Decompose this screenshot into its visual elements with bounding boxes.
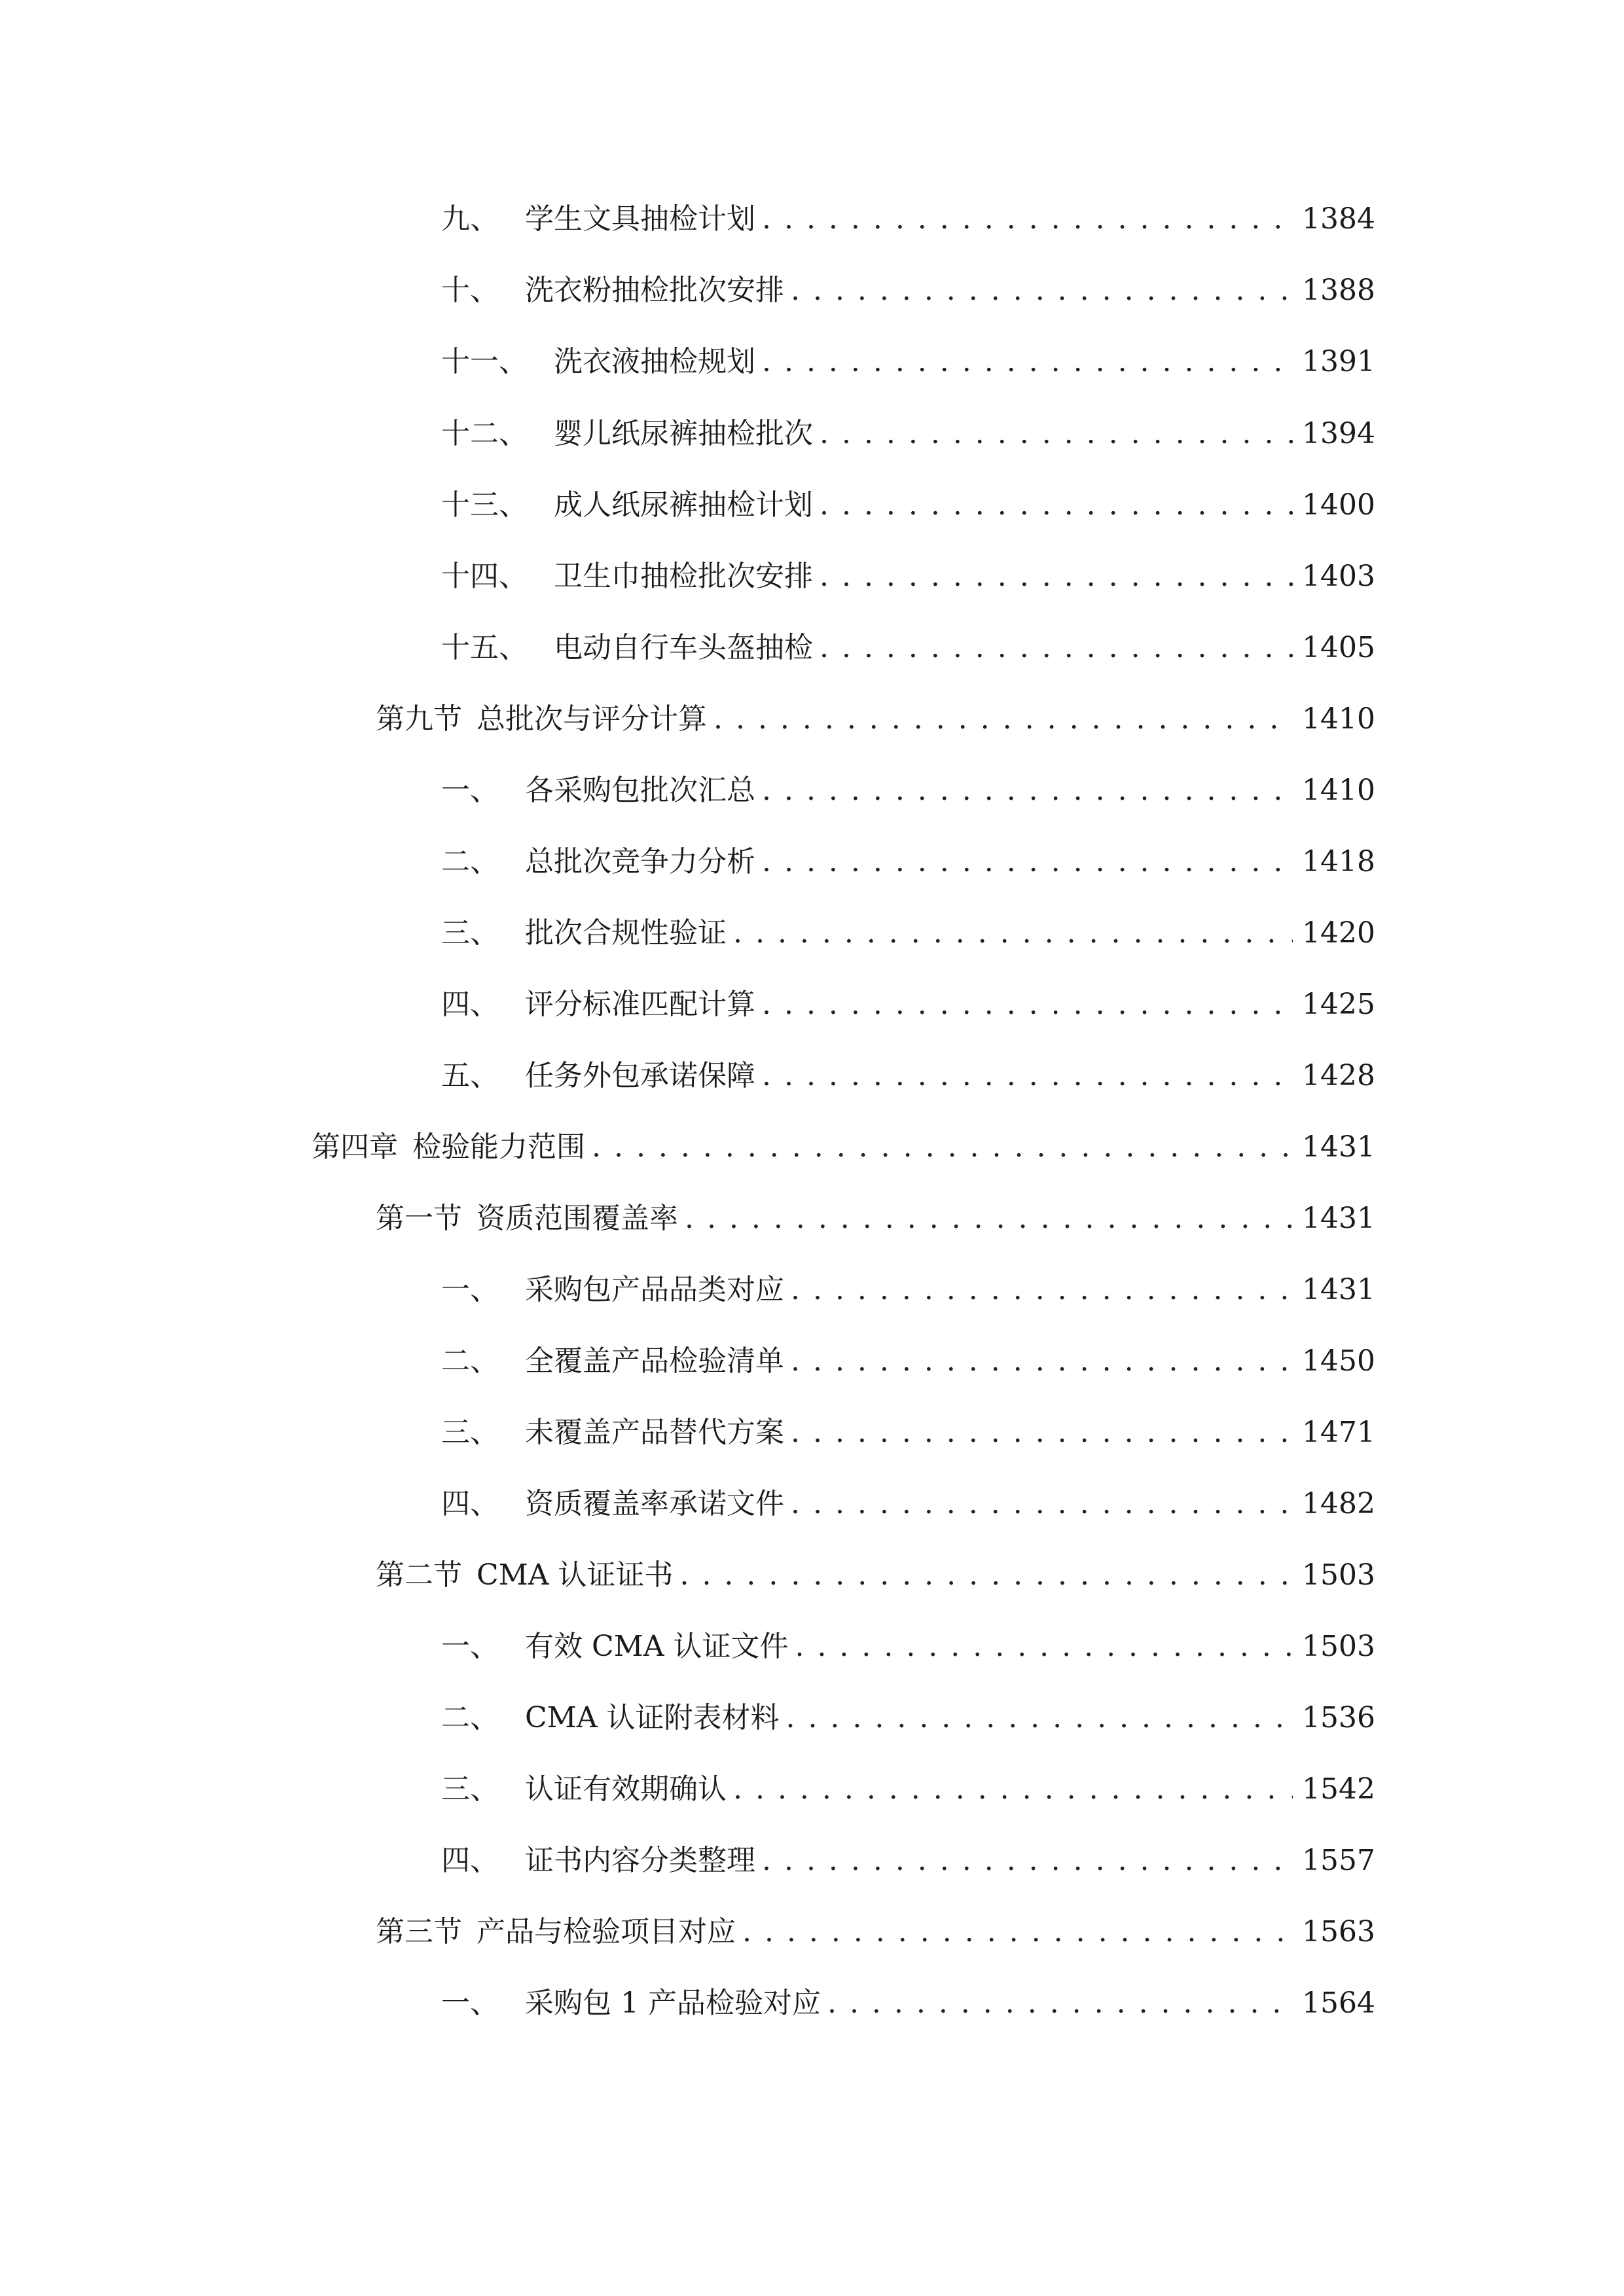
dot-leader xyxy=(762,339,1293,385)
toc-entry-title: CMA 认证附表材料 xyxy=(525,1701,780,1734)
dot-leader xyxy=(713,696,1293,742)
dot-leader xyxy=(791,1267,1293,1313)
toc-entry-page: 1405 xyxy=(1302,631,1375,664)
toc-entry-page: 1428 xyxy=(1302,1059,1375,1092)
toc-entry-title: 总批次竞争力分析 xyxy=(525,845,755,878)
toc-entry-title: 未覆盖产品替代方案 xyxy=(525,1416,784,1449)
toc-entry-number: 一、 xyxy=(441,774,499,807)
toc-entry-title: 认证有效期确认 xyxy=(525,1772,727,1806)
toc-section[interactable] xyxy=(376,1552,1375,1598)
dot-leader xyxy=(762,839,1293,885)
toc-entry-page: 1503 xyxy=(1302,1630,1375,1663)
toc-entry-page: 1431 xyxy=(1302,1202,1375,1235)
dot-leader xyxy=(820,625,1293,671)
toc-entry-page: 1557 xyxy=(1302,1844,1375,1877)
dot-leader xyxy=(733,910,1293,956)
toc-chapter[interactable] xyxy=(312,1124,1375,1170)
toc-entry-page: 1431 xyxy=(1302,1130,1375,1164)
toc-entry[interactable] xyxy=(441,482,1375,528)
toc-section[interactable] xyxy=(376,696,1375,742)
toc-entry-page: 1420 xyxy=(1302,916,1375,950)
toc-entry-number: 九、 xyxy=(441,202,499,236)
toc-section[interactable] xyxy=(376,1196,1375,1242)
toc-entry-number: 十、 xyxy=(441,274,499,307)
dot-leader xyxy=(827,1981,1293,2026)
toc-entry-title: 婴儿纸尿裤抽检批次 xyxy=(554,417,813,450)
toc-entry-title: 产品与检验项目对应 xyxy=(477,1915,736,1948)
toc-entry-number: 四、 xyxy=(441,1844,499,1877)
dot-leader xyxy=(820,482,1293,528)
toc-entry[interactable] xyxy=(441,1481,1375,1527)
dot-leader xyxy=(820,411,1293,457)
toc-entry-title: 采购包产品品类对应 xyxy=(525,1273,784,1306)
toc-entry-title: 评分标准匹配计算 xyxy=(525,988,755,1021)
toc-entry[interactable] xyxy=(441,1838,1375,1884)
toc-entry-number: 十五、 xyxy=(441,631,528,664)
toc-entry-title: 有效 CMA 认证文件 xyxy=(525,1630,789,1663)
toc-entry-title: 批次合规性验证 xyxy=(525,916,727,950)
dot-leader xyxy=(791,268,1293,314)
toc-entry-number: 第九节 xyxy=(376,702,462,736)
dot-leader xyxy=(762,768,1293,814)
toc-entry-title: 资质覆盖率承诺文件 xyxy=(525,1487,784,1520)
dot-leader xyxy=(820,554,1293,600)
toc-entry-number: 三、 xyxy=(441,1772,499,1806)
toc-entry-title: 总批次与评分计算 xyxy=(477,702,707,736)
dot-leader xyxy=(733,1767,1293,1812)
dot-leader xyxy=(762,196,1293,242)
toc-entry-page: 1410 xyxy=(1302,702,1375,736)
toc-entry-title: 证书内容分类整理 xyxy=(525,1844,755,1877)
toc-entry-title: 全覆盖产品检验清单 xyxy=(525,1344,784,1378)
toc-entry-number: 三、 xyxy=(441,916,499,950)
toc-entry-number: 十四、 xyxy=(441,560,528,593)
toc-entry-number: 二、 xyxy=(441,845,499,878)
toc-entry[interactable] xyxy=(441,910,1375,956)
toc-entry-number: 二、 xyxy=(441,1344,499,1378)
toc-entry-page: 1471 xyxy=(1302,1416,1375,1449)
dot-leader xyxy=(762,982,1293,1028)
toc-entry-number: 十二、 xyxy=(441,417,528,450)
toc-entry[interactable] xyxy=(441,339,1375,385)
toc-entry[interactable] xyxy=(441,1053,1375,1099)
toc-entry-number: 五、 xyxy=(441,1059,499,1092)
toc-entry[interactable] xyxy=(441,554,1375,600)
toc-entry[interactable] xyxy=(441,625,1375,671)
dot-leader xyxy=(791,1410,1293,1456)
toc-entry-page: 1394 xyxy=(1302,417,1375,450)
toc-entry-page: 1482 xyxy=(1302,1487,1375,1520)
toc-entry[interactable] xyxy=(441,839,1375,885)
toc-entry-number: 一、 xyxy=(441,1273,499,1306)
toc-entry-page: 1564 xyxy=(1302,1986,1375,2020)
dot-leader xyxy=(742,1909,1293,1955)
toc-entry[interactable] xyxy=(441,1267,1375,1313)
toc-entry-number: 三、 xyxy=(441,1416,499,1449)
toc-entry-number: 一、 xyxy=(441,1630,499,1663)
dot-leader xyxy=(791,1481,1293,1527)
toc-entry-title: 采购包 1 产品检验对应 xyxy=(525,1986,821,2020)
toc-entry[interactable] xyxy=(441,982,1375,1028)
toc-entry-title: 成人纸尿裤抽检计划 xyxy=(554,488,813,522)
toc-entry[interactable] xyxy=(441,1338,1375,1384)
toc-entry-number: 第四章 xyxy=(312,1130,398,1164)
toc-entry-title: 任务外包承诺保障 xyxy=(525,1059,755,1092)
dot-leader xyxy=(791,1338,1293,1384)
toc-entry-page: 1450 xyxy=(1302,1344,1375,1378)
toc-entry-title: 各采购包批次汇总 xyxy=(525,774,755,807)
toc-entry-number: 四、 xyxy=(441,988,499,1021)
toc-entry-title: 洗衣粉抽检批次安排 xyxy=(525,274,784,307)
toc-entry-title: 卫生巾抽检批次安排 xyxy=(554,560,813,593)
toc-entry-page: 1384 xyxy=(1302,202,1375,236)
toc-section[interactable] xyxy=(376,1909,1375,1955)
toc-entry-page: 1425 xyxy=(1302,988,1375,1021)
dot-leader xyxy=(785,1695,1293,1741)
toc-entry-page: 1391 xyxy=(1302,345,1375,378)
toc-entry-title: CMA 认证证书 xyxy=(477,1558,674,1592)
toc-entry-number: 第三节 xyxy=(376,1915,462,1948)
dot-leader xyxy=(679,1552,1293,1598)
toc-entry-title: 洗衣液抽检规划 xyxy=(554,345,755,378)
toc-entry-page: 1388 xyxy=(1302,274,1375,307)
toc-entry-title: 电动自行车头盔抽检 xyxy=(554,631,813,664)
dot-leader xyxy=(685,1196,1293,1242)
toc-entry-page: 1563 xyxy=(1302,1915,1375,1948)
toc-entry[interactable] xyxy=(441,1981,1375,2026)
toc-entry-number: 二、 xyxy=(441,1701,499,1734)
toc-entry[interactable] xyxy=(441,768,1375,814)
toc-entry-page: 1431 xyxy=(1302,1273,1375,1306)
toc-entry[interactable] xyxy=(441,1695,1375,1741)
dot-leader xyxy=(762,1838,1293,1884)
toc-entry[interactable] xyxy=(441,411,1375,457)
toc-entry-title: 检验能力范围 xyxy=(412,1130,585,1164)
toc-entry-number: 十一、 xyxy=(441,345,528,378)
toc-entry-number: 第二节 xyxy=(376,1558,462,1592)
toc-entry-page: 1403 xyxy=(1302,560,1375,593)
toc-entry[interactable] xyxy=(441,268,1375,314)
dot-leader xyxy=(762,1053,1293,1099)
toc-entry-title: 资质范围覆盖率 xyxy=(477,1202,678,1235)
toc-entry-page: 1536 xyxy=(1302,1701,1375,1734)
toc-entry-page: 1418 xyxy=(1302,845,1375,878)
toc-entry-title: 学生文具抽检计划 xyxy=(525,202,755,236)
toc-entry-page: 1542 xyxy=(1302,1772,1375,1806)
toc-entry-number: 一、 xyxy=(441,1986,499,2020)
toc-entry[interactable] xyxy=(441,1624,1375,1670)
toc-entry[interactable] xyxy=(441,196,1375,242)
dot-leader xyxy=(592,1124,1293,1170)
toc-entry-number: 十三、 xyxy=(441,488,528,522)
toc-entry-page: 1503 xyxy=(1302,1558,1375,1592)
toc-entry-page: 1400 xyxy=(1302,488,1375,522)
toc-entry[interactable] xyxy=(441,1767,1375,1812)
toc-entry-page: 1410 xyxy=(1302,774,1375,807)
toc-entry-number: 四、 xyxy=(441,1487,499,1520)
dot-leader xyxy=(795,1624,1293,1670)
toc-entry[interactable] xyxy=(441,1410,1375,1456)
toc-entry-number: 第一节 xyxy=(376,1202,462,1235)
